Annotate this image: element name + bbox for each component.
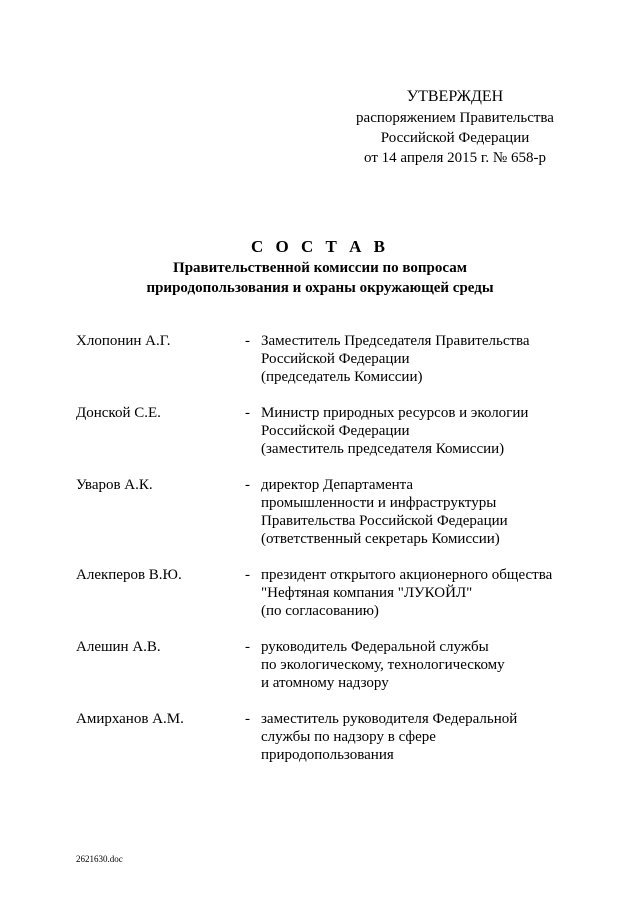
member-name: Алекперов В.Ю.: [76, 567, 182, 583]
position-line: "Нефтяная компания "ЛУКОЙЛ": [261, 585, 473, 601]
position-line: Правительства Российской Федерации: [261, 513, 508, 529]
member-row: [76, 710, 596, 782]
document-title: С О С Т А В: [251, 237, 389, 256]
member-row: [76, 566, 596, 638]
position-line: Российской Федерации: [261, 423, 410, 439]
approval-date-line: от 14 апреля 2015 г. № 658-р: [364, 150, 546, 166]
position-line: по экологическому, технологическому: [261, 657, 505, 673]
position-line: (председатель Комиссии): [261, 369, 423, 385]
member-dash: -: [245, 405, 250, 421]
member-name: Уваров А.К.: [76, 477, 153, 493]
member-name: Амирханов А.М.: [76, 711, 184, 727]
member-position: [261, 638, 591, 692]
position-line: Заместитель Председателя Правительства: [261, 333, 530, 349]
member-row: [76, 404, 596, 476]
approval-stamp: [330, 86, 580, 168]
approval-line: распоряжением Правительства: [356, 110, 554, 126]
position-line: службы по надзору в сфере: [261, 729, 436, 745]
document-subtitle: природопользования и охраны окружающей среды: [146, 280, 494, 296]
position-line: президент открытого акционерного общества: [261, 567, 553, 583]
member-name: Хлопонин А.Г.: [76, 333, 171, 349]
position-line: (заместитель председателя Комиссии): [261, 441, 505, 457]
member-dash: -: [245, 639, 250, 655]
members-list: [76, 332, 596, 782]
position-line: Министр природных ресурсов и экологии: [261, 405, 529, 421]
approved-label: УТВЕРЖДЕН: [406, 88, 504, 105]
member-row: [76, 638, 596, 710]
member-row: [76, 332, 596, 404]
position-line: директор Департамента: [261, 477, 414, 493]
position-line: руководитель Федеральной службы: [261, 639, 489, 655]
member-dash: -: [245, 333, 250, 349]
approval-line: Российской Федерации: [380, 130, 530, 146]
position-line: и атомному надзору: [261, 675, 389, 691]
member-dash: -: [245, 567, 250, 583]
position-line: (ответственный секретарь Комиссии): [261, 531, 500, 547]
member-row: [76, 476, 596, 566]
member-dash: -: [245, 477, 250, 493]
position-line: промышленности и инфраструктуры: [261, 495, 497, 511]
member-name: Алешин А.В.: [76, 639, 161, 655]
member-position: [261, 404, 591, 458]
position-line: Российской Федерации: [261, 351, 410, 367]
member-dash: -: [245, 711, 250, 727]
member-position: [261, 710, 591, 764]
position-line: заместитель руководителя Федеральной: [261, 711, 518, 727]
member-name: Донской С.Е.: [76, 405, 161, 421]
file-name-footer: 2621630.doc: [76, 854, 123, 864]
position-line: (по согласованию): [261, 603, 379, 619]
document-subtitle: Правительственной комиссии по вопросам: [173, 260, 467, 276]
title-block: [100, 236, 540, 298]
member-position: [261, 476, 591, 548]
member-position: [261, 566, 591, 620]
member-position: [261, 332, 591, 386]
position-line: природопользования: [261, 747, 394, 763]
